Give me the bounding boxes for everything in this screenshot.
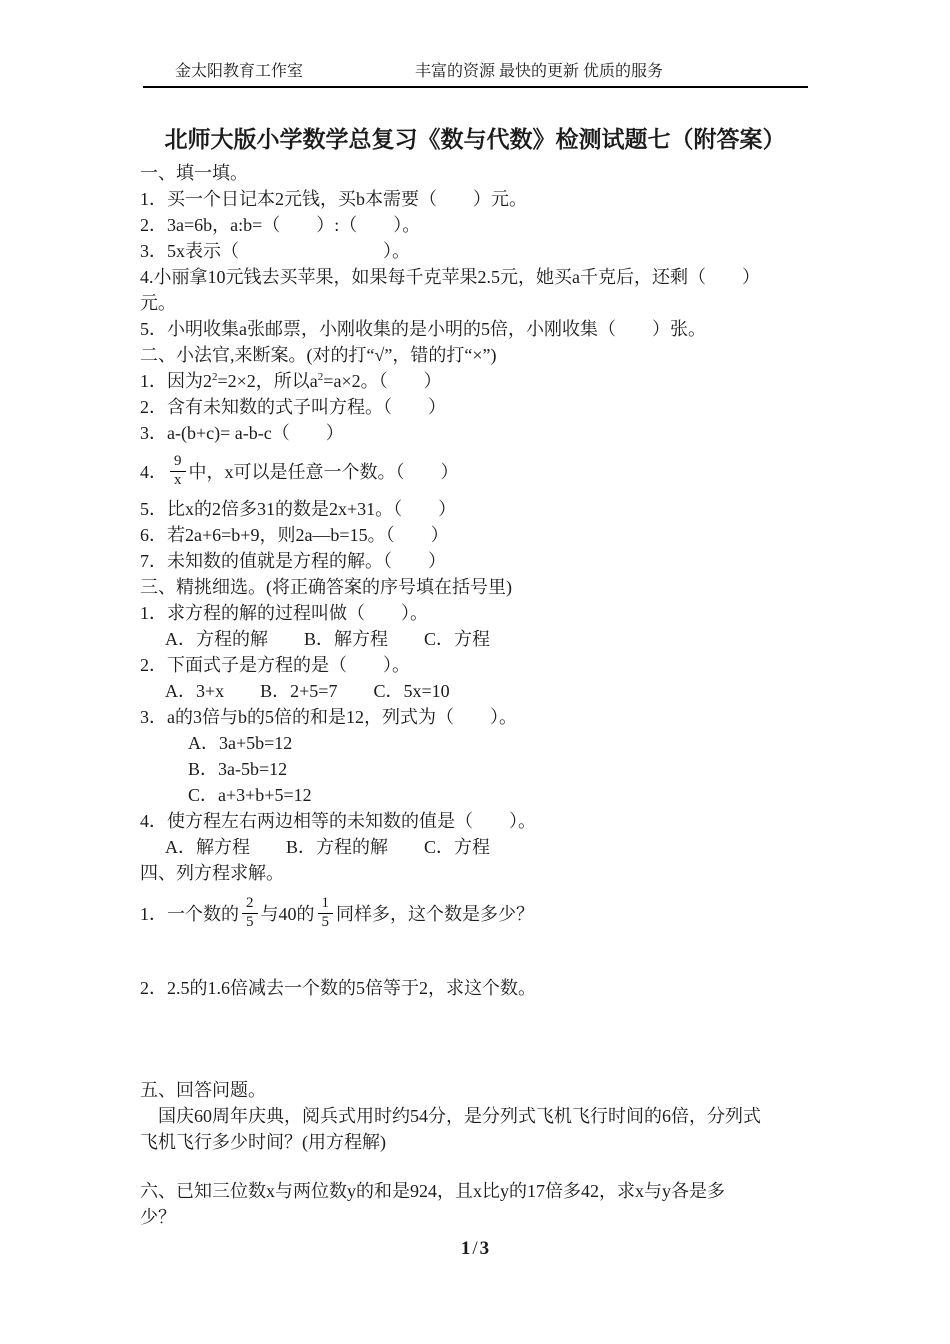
s1-question-4-line-1: 4.小丽拿10元钱去买苹果，如果每千克苹果2.5元，她买a千克后，还剩（ ）: [140, 267, 760, 287]
fraction-9-over-x: [170, 453, 186, 489]
section-3-heading: 三、精挑细选。(将正确答案的序号填在括号里): [140, 577, 512, 597]
s1-question-3: 3．5x表示（ ）。: [140, 241, 410, 261]
section-6-line-2: 少？: [140, 1207, 176, 1227]
answer-space: [140, 940, 880, 975]
s2-q1-exponent-1: 2: [212, 371, 218, 383]
answer-space: [140, 1155, 880, 1178]
section-6-line-1: 六、已知三位数x与两位数y的和是924，且x比y的17倍多42，求x与y各是多: [140, 1181, 725, 1201]
s3-question-3: 3．a的3倍与b的5倍的和是12，列式为（ ）。: [140, 707, 517, 727]
s2-q1-exponent-2: 2: [317, 371, 324, 383]
s4-q1-text: 与40的: [260, 904, 315, 924]
s3-question-4: 4．使方程左右两边相等的未知数的值是（ ）。: [140, 811, 536, 831]
section-4-heading: 四、列方程求解。: [140, 863, 284, 883]
current-page: 1: [460, 1238, 471, 1259]
page-title: 北师大版小学数学总复习《数与代数》检测试题七（附答案）: [164, 127, 786, 152]
fraction-denominator: 5: [321, 913, 329, 930]
header-studio-name: 金太阳教育工作室: [175, 63, 304, 80]
answer-space: [140, 1001, 880, 1077]
fraction-numerator: 9: [170, 453, 186, 471]
s3-q4-options: A．解方程 B．方程的解 C．方程: [165, 837, 491, 857]
s2-q1-text: =2×2，所以a: [217, 371, 318, 391]
page-separator: /: [472, 1238, 478, 1259]
section-5-heading: 五、回答问题。: [140, 1080, 266, 1100]
section-2-heading: 二、小法官,来断案。(对的打“√”，错的打“×”): [140, 345, 497, 365]
fraction-numerator: 1: [318, 895, 334, 913]
s3-q3-option-a: A．3a+5b=12: [188, 733, 293, 753]
total-pages: 3: [479, 1238, 490, 1259]
s3-q3-option-c: C．a+3+b+5=12: [188, 785, 312, 805]
s3-q1-options: A．方程的解 B．解方程 C．方程: [165, 629, 491, 649]
s2-question-2: 2．含有未知数的式子叫方程。（ ）: [140, 397, 446, 417]
fraction-denominator: 5: [246, 913, 254, 930]
section-1-heading: 一、填一填。: [140, 163, 248, 183]
worksheet-body: [140, 160, 880, 1230]
s1-question-4-line-2: 元。: [140, 293, 176, 313]
s2-q4-text: 中，x可以是任意一个数。（ ）: [188, 462, 459, 482]
s5-problem-line-2: 飞机飞行多少时间？(用方程解): [140, 1132, 386, 1152]
fraction-numerator: 2: [242, 895, 258, 913]
s4-q1-text: 1．一个数的: [140, 904, 239, 924]
s2-question-5: 5．比x的2倍多31的数是2x+31。（ ）: [140, 499, 457, 519]
s3-question-2: 2．下面式子是方程的是（ ）。: [140, 655, 410, 675]
header-slogan: 丰富的资源 最快的更新 优质的服务: [415, 63, 664, 80]
s2-question-7: 7．未知数的值就是方程的解。（ ）: [140, 551, 446, 571]
s3-q2-options: A．3+x B．2+5=7 C．5x=10: [165, 681, 450, 701]
s1-question-1: 1．买一个日记本2元钱，买b本需要（ ）元。: [140, 189, 527, 209]
header-divider: [143, 86, 808, 88]
s3-q3-option-b: B．3a-5b=12: [188, 759, 288, 779]
s4-q1-text: 同样多，这个数是多少？: [336, 904, 534, 924]
s2-q1-text: 1．因为2: [140, 371, 212, 391]
s5-problem-line-1: 国庆60周年庆典，阅兵式用时约54分，是分列式飞机飞行时间的6倍，分列式: [140, 1106, 761, 1126]
s4-question-1: [140, 886, 880, 940]
s1-question-5: 5．小明收集a张邮票，小刚收集的是小明的5倍，小刚收集（ ）张。: [140, 319, 706, 339]
s2-question-6: 6．若2a+6=b+9，则2a—b=15。（ ）: [140, 525, 449, 545]
s4-question-2: 2．2.5的1.6倍减去一个数的5倍等于2，求这个数。: [140, 978, 536, 998]
s1-question-2: 2．3a=6b，a:b=（ ）:（ ）。: [140, 215, 421, 235]
s2-q1-text: =a×2。（ ）: [323, 371, 442, 391]
page-number: [0, 1238, 950, 1260]
s2-q4-number: 4．: [140, 462, 167, 482]
fraction-1-over-5: [318, 895, 334, 931]
fraction-2-over-5: [242, 895, 258, 931]
s3-question-1: 1．求方程的解的过程叫做（ ）。: [140, 603, 428, 623]
s2-question-4: [140, 446, 880, 496]
fraction-denominator: x: [174, 471, 182, 488]
s2-question-3: 3．a-(b+c)= a-b-c（ ）: [140, 423, 344, 443]
s2-question-1: [140, 368, 880, 394]
